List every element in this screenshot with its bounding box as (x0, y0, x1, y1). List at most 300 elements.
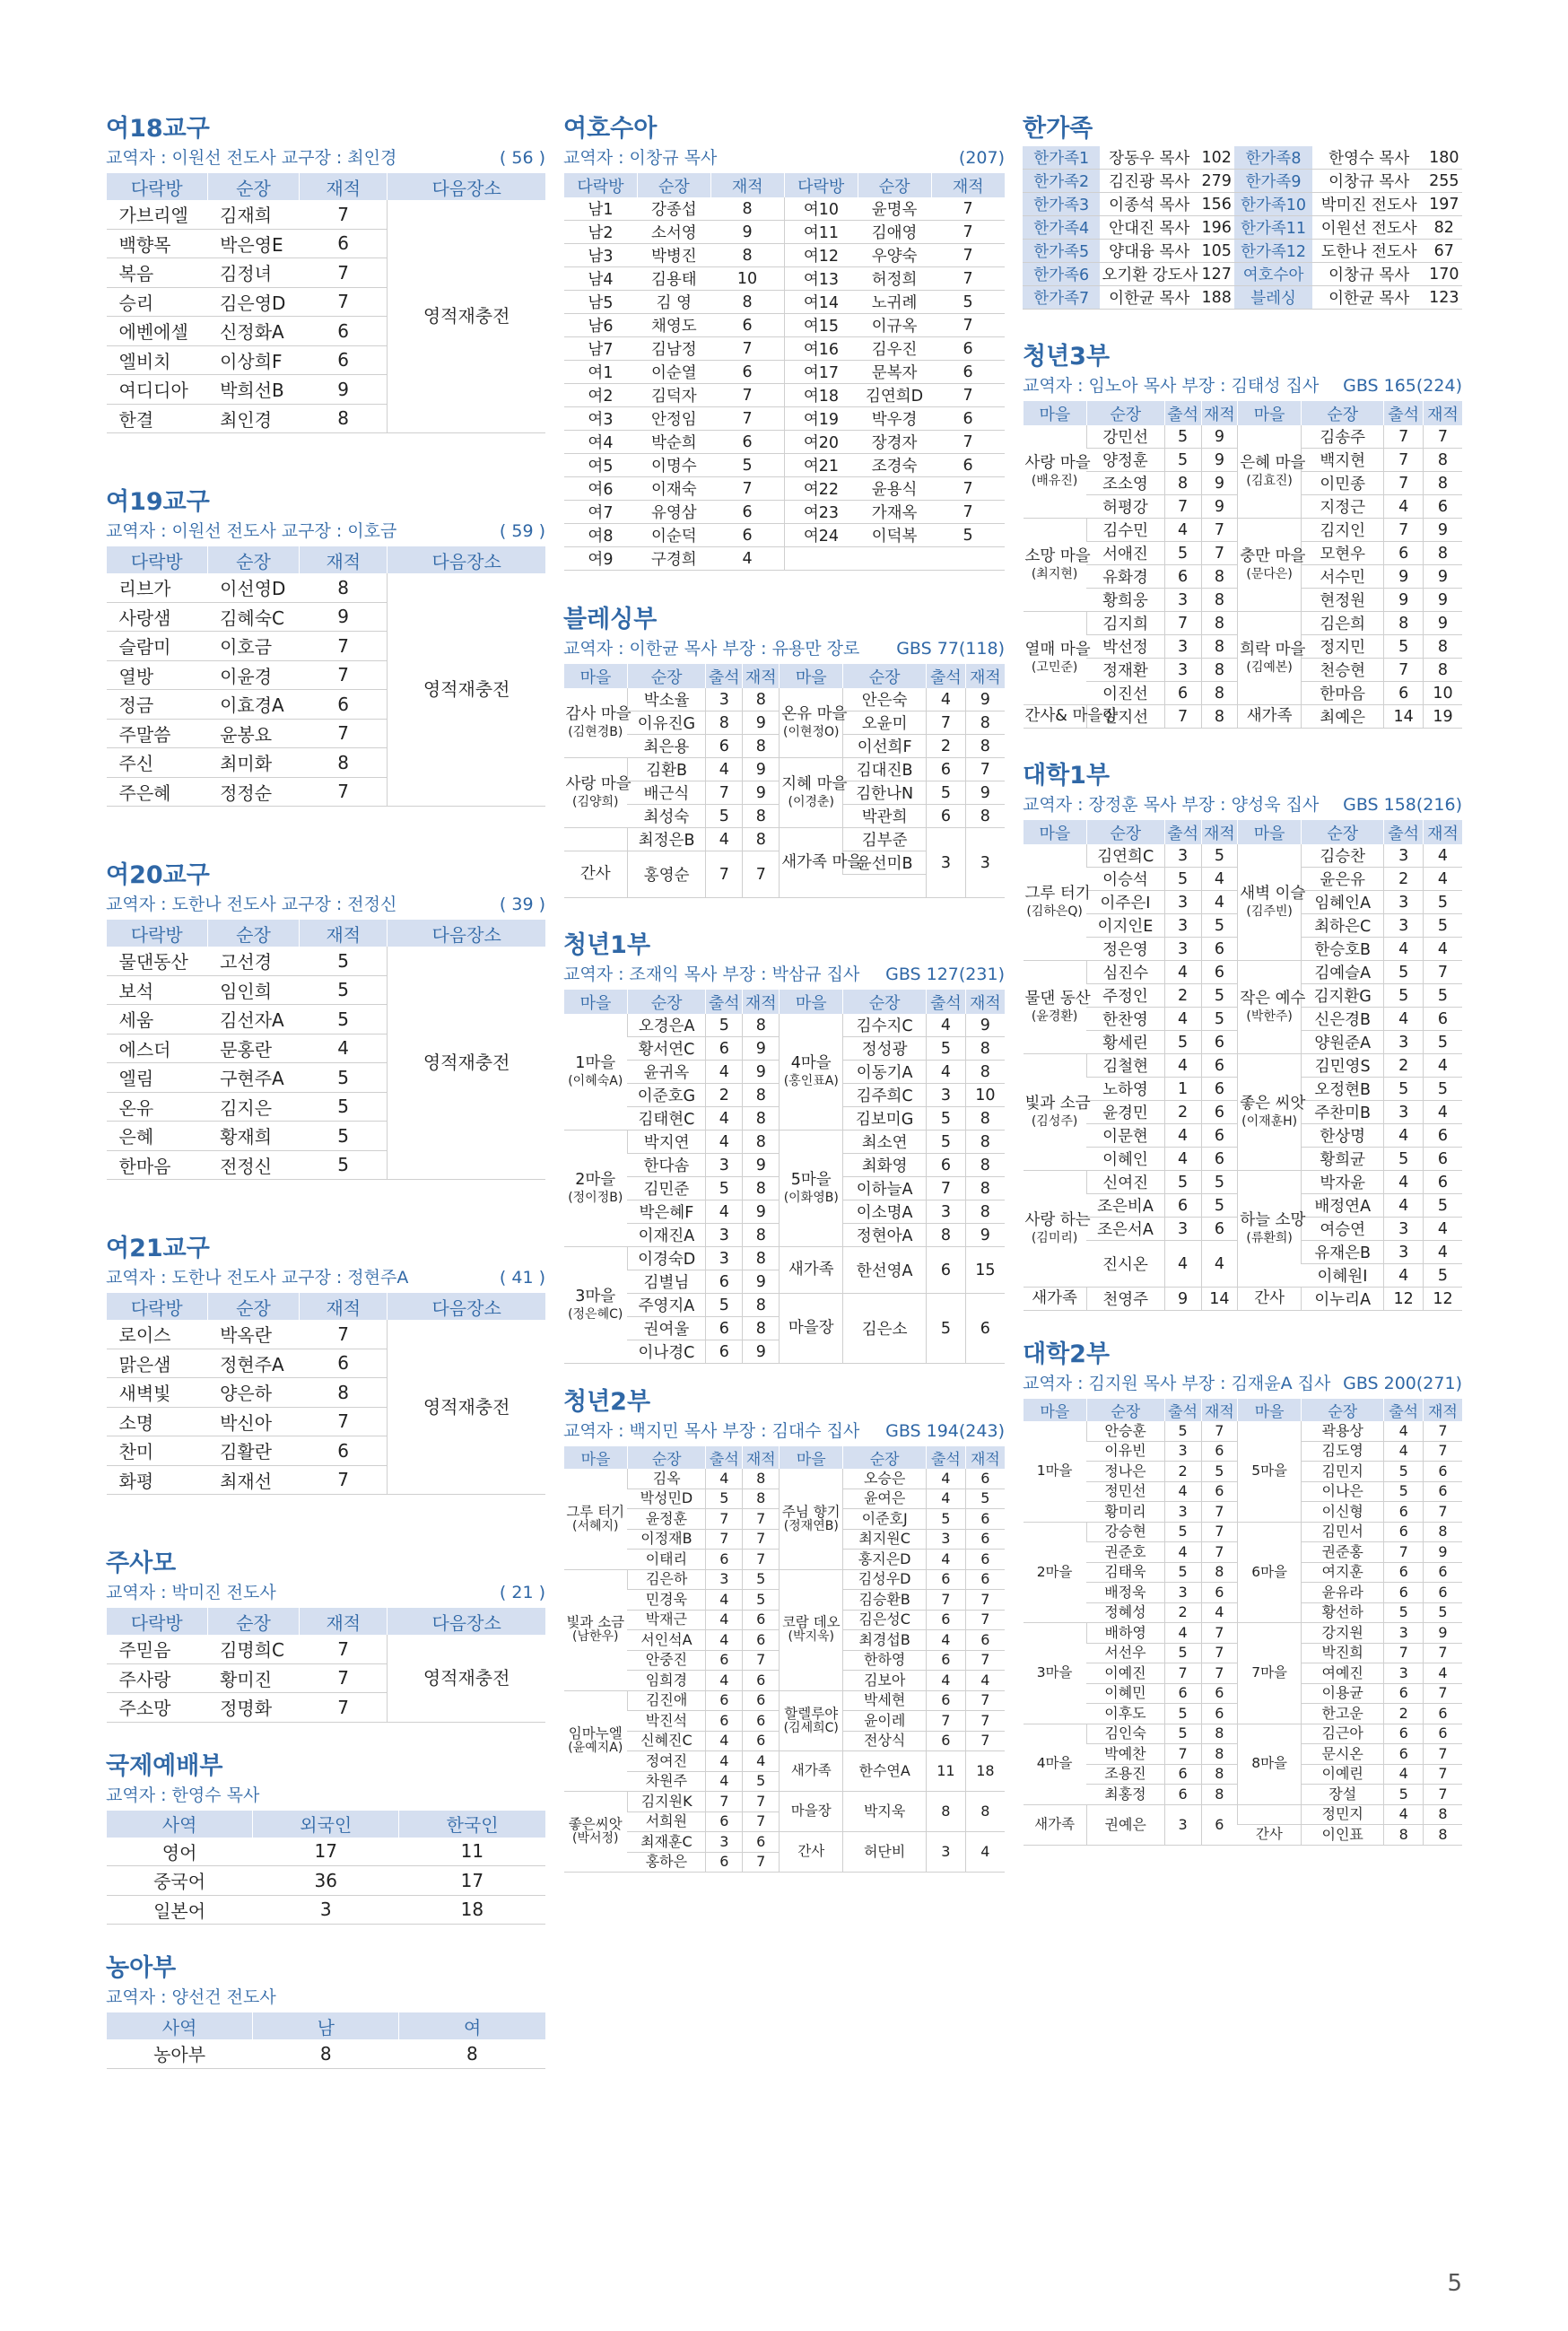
ministry-name: 중국어 (107, 1866, 253, 1896)
table-row (1024, 1288, 1463, 1311)
attendance-count: 4 (1384, 938, 1424, 961)
village-name: 마을장 (780, 1294, 843, 1364)
village-name: 4마을 (1024, 1724, 1087, 1804)
header-cell: 다음장소 (388, 173, 545, 200)
leader-name: 김혜숙C (207, 602, 300, 632)
village-table (563, 664, 1005, 898)
header-cell: 순장 (858, 173, 931, 197)
table-row (1024, 1421, 1463, 1441)
attendance-count: 4 (927, 688, 966, 712)
leader-name: 윤정훈 (627, 1509, 705, 1530)
leader-name: 서애진 (1086, 542, 1164, 565)
attendance-count: 4 (706, 1771, 743, 1792)
enrolled-count: 5 (1423, 1602, 1462, 1623)
pastor-name: 이원선 전도사 (1312, 216, 1426, 240)
header-cell: 재적 (1423, 820, 1462, 844)
column-3 (1023, 112, 1462, 1898)
leader-name: 윤선미B (843, 851, 927, 875)
attendance-count: 4 (706, 1630, 743, 1651)
ministry-name: 영어 (107, 1838, 253, 1866)
leader-name: 이재숙 (637, 477, 710, 501)
leader-name: 황희웅 (1086, 589, 1164, 612)
leader-name: 김철현 (1086, 1054, 1164, 1078)
leader-name: 서수민 (1301, 565, 1383, 589)
group-name: 여16 (784, 337, 858, 361)
attendance-count: 4 (1384, 1194, 1424, 1218)
enrolled-count: 4 (743, 1751, 780, 1772)
next-place: 영적재충전 (388, 200, 545, 433)
enrolled-count: 5 (300, 1005, 388, 1035)
leader-name: 우양숙 (858, 244, 931, 267)
leader-name: 이준호J (843, 1509, 927, 1530)
village-name (564, 1247, 628, 1364)
leader-name: 윤이레 (843, 1711, 927, 1732)
attendance-count: 3 (1384, 1663, 1424, 1684)
enrolled-count: 5 (1423, 1264, 1462, 1288)
leader-name: 노귀례 (858, 291, 931, 314)
enrolled-count: 7 (743, 1650, 780, 1671)
member-count: 156 (1198, 193, 1234, 216)
leader-name: 이명수 (637, 454, 710, 477)
enrolled-count: 8 (743, 1294, 780, 1317)
pastor-name: 이종석 목사 (1100, 193, 1198, 216)
member-count: ( 39 ) (499, 895, 545, 914)
leader-name: 이혜인 (1086, 1148, 1164, 1171)
gbs-count: GBS 200(271) (1343, 1374, 1462, 1393)
village-name-text: 희락 마을 (1240, 640, 1306, 659)
attendance-count: 6 (706, 1037, 743, 1061)
enrolled-count: 9 (1201, 472, 1238, 495)
leader-name: 한상명 (1301, 1124, 1383, 1148)
leader-name: 문홍란 (207, 1034, 300, 1063)
pastor-name: 이한균 목사 (1312, 286, 1426, 310)
attendance-count: 7 (927, 1711, 966, 1732)
family-label: 한가족8 (1234, 146, 1311, 170)
male-count: 8 (253, 2039, 399, 2068)
village-name-text: 빛과 소금 (1024, 1094, 1091, 1113)
header-cell: 출석 (706, 990, 743, 1014)
table-row (564, 1247, 1006, 1270)
group-name (784, 547, 858, 571)
table-row (564, 314, 1006, 337)
attendance-count: 8 (1384, 1825, 1424, 1846)
enrolled-count: 9 (743, 712, 780, 735)
attendance-count: 5 (1164, 1643, 1201, 1663)
village-leader: (홍인표A) (783, 1073, 839, 1088)
leader-name: 한하영 (843, 1650, 927, 1671)
attendance-count: 3 (706, 1832, 743, 1853)
group-name: 엘비치 (107, 345, 208, 375)
village-name-text: 그루 터기 (566, 1503, 625, 1520)
enrolled-count: 9 (1423, 612, 1462, 635)
enrolled-count: 8 (300, 404, 388, 433)
leader-name: 배정욱 (1086, 1583, 1164, 1603)
enrolled-count: 5 (1201, 1194, 1238, 1218)
enrolled-count: 4 (1201, 868, 1238, 891)
leader-name: 곽용상 (1301, 1421, 1383, 1441)
leader-name: 가재옥 (858, 501, 931, 524)
table-row (107, 1635, 546, 1663)
leader-name: 김환B (627, 758, 705, 781)
enrolled-count: 7 (300, 1663, 388, 1693)
leader-name: 김연희C (1086, 844, 1164, 868)
attendance-count: 4 (1164, 1008, 1201, 1031)
leader-name: 최재선 (207, 1465, 300, 1495)
group-name: 주소망 (107, 1693, 208, 1723)
attendance-count: 4 (1164, 1481, 1201, 1502)
group-name: 여17 (784, 361, 858, 384)
village-name (1238, 1804, 1302, 1825)
attendance-count: 3 (927, 828, 966, 898)
family-label: 한가족6 (1023, 263, 1100, 286)
attendance-count: 8 (927, 1224, 966, 1247)
leader-name: 오정현B (1301, 1078, 1383, 1101)
village-table (563, 1446, 1005, 1873)
attendance-count: 3 (1164, 635, 1201, 659)
leader-name: 최지원C (843, 1529, 927, 1550)
village-name-text: 5마을 (790, 1170, 832, 1189)
table-row (564, 361, 1006, 384)
enrolled-count: 6 (1423, 1583, 1462, 1603)
attendance-count: 6 (706, 1650, 743, 1671)
enrolled-count: 7 (1201, 542, 1238, 565)
leader-name: 정민지 (1301, 1804, 1383, 1825)
village-leader: (이재훈H) (1241, 1113, 1298, 1129)
attendance-count: 4 (706, 1751, 743, 1772)
leader-name: 심진수 (1086, 961, 1164, 984)
leader-name: 박자윤 (1301, 1171, 1383, 1194)
section-meta (1023, 1372, 1462, 1395)
enrolled-count: 5 (743, 1590, 780, 1611)
table-body (1024, 844, 1463, 1311)
leader-name: 전상식 (843, 1731, 927, 1751)
enrolled-count: 6 (1201, 1148, 1238, 1171)
village-name (780, 1014, 843, 1131)
attendance-count: 5 (1164, 1031, 1201, 1054)
leader-name: 홍하은 (627, 1852, 705, 1873)
table-body (564, 1014, 1006, 1364)
enrolled-count: 6 (743, 1832, 780, 1853)
header-cell: 순장 (637, 173, 710, 197)
ministry-name: 농아부 (107, 2039, 253, 2068)
gbs-count: GBS 127(231) (885, 965, 1005, 984)
ministry-table (106, 1811, 545, 1925)
enrolled-count: 8 (710, 291, 784, 314)
enrolled-count: 8 (1201, 589, 1238, 612)
table-row (564, 1014, 1006, 1037)
attendance-count: 4 (1164, 519, 1201, 542)
pastor-name: 양대융 목사 (1100, 240, 1198, 263)
attendance-count: 7 (1384, 519, 1424, 542)
attendance-count: 7 (1384, 1643, 1424, 1663)
header-cell: 사역 (107, 2012, 253, 2039)
header-cell: 순장 (1086, 401, 1164, 425)
enrolled-count: 5 (300, 1150, 388, 1180)
village-name (780, 758, 848, 828)
enrolled-count: 8 (1201, 1764, 1238, 1785)
table-body (564, 197, 1006, 571)
table-row (1023, 216, 1462, 240)
section-meta (106, 146, 545, 170)
leader-name: 최정은B (627, 828, 705, 851)
attendance-count: 5 (1384, 1602, 1424, 1623)
section-title: 농아부 (106, 1954, 177, 1982)
attendance-count: 4 (927, 1671, 966, 1691)
table-row (1024, 519, 1463, 542)
attendance-count: 4 (706, 1610, 743, 1630)
section-meta (563, 963, 1005, 986)
group-table (106, 546, 545, 807)
header-cell: 재적 (300, 1608, 388, 1635)
attendance-count: 14 (1384, 705, 1424, 729)
member-count: ( 56 ) (499, 148, 545, 168)
korean-count: 17 (399, 1866, 545, 1896)
header-cell: 마을 (1024, 820, 1087, 844)
member-count: 255 (1426, 170, 1462, 193)
enrolled-count: 7 (1201, 1522, 1238, 1542)
leader-name: 김명희C (207, 1635, 300, 1663)
family-label: 한가족7 (1023, 286, 1100, 310)
attendance-count: 6 (1384, 1744, 1424, 1765)
village-name (564, 758, 632, 828)
attendance-count: 2 (706, 1084, 743, 1107)
table-row (564, 828, 1006, 851)
leader-name: 이후도 (1086, 1704, 1164, 1724)
enrolled-count: 6 (1201, 1218, 1238, 1241)
header-cell: 순장 (1301, 401, 1383, 425)
leader-name: 김근아 (1301, 1724, 1383, 1744)
attendance-count: 2 (1164, 1101, 1201, 1124)
village-name-text: 좋은 씨앗 (1240, 1094, 1306, 1113)
enrolled-count: 4 (965, 1832, 1005, 1873)
village-name: 마을장 (780, 1792, 843, 1832)
leader-name: 최인경 (207, 404, 300, 433)
group-name: 여22 (784, 477, 858, 501)
header-cell: 남 (253, 2012, 399, 2039)
group-name: 여6 (564, 477, 638, 501)
enrolled-count: 8 (743, 1317, 780, 1340)
table-body (1024, 1421, 1463, 1845)
enrolled-count: 6 (300, 690, 388, 720)
next-place: 영적재충전 (388, 573, 545, 807)
leader-name: 최예은 (1301, 705, 1383, 729)
enrolled-count: 8 (965, 1200, 1005, 1224)
village-name (780, 1569, 843, 1690)
header-cell: 순장 (843, 1446, 927, 1469)
enrolled-count: 12 (1423, 1288, 1462, 1311)
enrolled-count: 4 (1423, 868, 1462, 891)
enrolled-count: 9 (300, 602, 388, 632)
leader-name: 김송주 (1301, 425, 1383, 449)
member-count: ( 41 ) (499, 1268, 545, 1288)
header-cell: 마을 (564, 990, 628, 1014)
enrolled-count: 19 (1423, 705, 1462, 729)
enrolled-count: 5 (1201, 984, 1238, 1008)
table-row (564, 337, 1006, 361)
leader-name: 신은경B (1301, 1008, 1383, 1031)
enrolled-count: 9 (743, 1270, 780, 1294)
leader-name: 김민지 (1301, 1462, 1383, 1482)
attendance-count: 6 (927, 1731, 966, 1751)
leader-name: 김주희C (843, 1084, 927, 1107)
leader-name: 김민영S (1301, 1054, 1383, 1078)
leader-name: 김부준 (843, 828, 927, 851)
leader-name: 김승찬 (1301, 844, 1383, 868)
member-count: 196 (1198, 216, 1234, 240)
attendance-count: 3 (1384, 1031, 1424, 1054)
leader-name: 이지인E (1086, 914, 1164, 938)
leader-name: 강지원 (1301, 1623, 1383, 1644)
korean-count: 18 (399, 1895, 545, 1925)
group-table (106, 173, 545, 433)
header-cell: 재적 (743, 990, 780, 1014)
leader-name: 배하영 (1086, 1623, 1164, 1644)
enrolled-count: 7 (1201, 519, 1238, 542)
member-count: 105 (1198, 240, 1234, 263)
leader-name: 박우경 (858, 407, 931, 431)
enrolled-count: 6 (743, 1690, 780, 1711)
attendance-count: 12 (1384, 1288, 1424, 1311)
attendance-count: 7 (1164, 612, 1201, 635)
group-name: 여24 (784, 524, 858, 547)
village-name: 간사 (1238, 1288, 1302, 1311)
table-row (564, 1690, 1006, 1711)
enrolled-count: 7 (710, 337, 784, 361)
leader-name: 여지훈 (1301, 1562, 1383, 1583)
header-cell: 재적 (743, 1446, 780, 1469)
enrolled-count: 5 (965, 1489, 1005, 1509)
village-name (780, 1469, 843, 1569)
header-cell: 순장 (207, 173, 300, 200)
leader-name: 이소명A (843, 1200, 927, 1224)
section-youth1 (563, 929, 1005, 1364)
leader-name: 한다솜 (627, 1154, 705, 1177)
attendance-count: 4 (706, 1061, 743, 1084)
village-leader: (김미리) (1031, 1230, 1078, 1245)
section-title: 한가족 (1023, 115, 1093, 143)
leader-name: 이재진A (627, 1224, 705, 1247)
leader-name: 최성숙 (627, 805, 705, 828)
attendance-count: 3 (927, 1084, 966, 1107)
leader-name: 이혜민 (1086, 1683, 1164, 1704)
leader-name: 김지희 (1086, 612, 1164, 635)
leader-name: 김지환G (1301, 984, 1383, 1008)
enrolled-count: 8 (710, 197, 784, 221)
leader-name: 박순희 (637, 431, 710, 454)
village-name (1238, 1171, 1306, 1288)
table-header-row (1024, 820, 1463, 844)
leader-name: 조은서A (1086, 1218, 1164, 1241)
table-header-row (107, 1811, 546, 1838)
enrolled-count: 4 (1201, 891, 1238, 914)
attendance-count: 6 (1164, 682, 1201, 705)
attendance-count: 4 (1164, 1241, 1201, 1288)
enrolled-count: 8 (1423, 1825, 1462, 1846)
leader-name: 황재희 (207, 1122, 300, 1151)
leader-name: 이문현 (1086, 1124, 1164, 1148)
header-cell: 출석 (927, 664, 966, 688)
leader-name: 조용진 (1086, 1764, 1164, 1785)
leader-name: 박선정 (1086, 635, 1164, 659)
attendance-count: 9 (1384, 589, 1424, 612)
attendance-count: 5 (927, 1131, 966, 1154)
table-row (564, 221, 1006, 244)
leader-name: 김지원K (627, 1792, 705, 1812)
attendance-count: 3 (1164, 1583, 1201, 1603)
header-cell: 재적 (1201, 1399, 1238, 1421)
page-number: 5 (1447, 2270, 1462, 2297)
enrolled-count: 9 (743, 758, 780, 781)
attendance-count: 5 (1164, 1704, 1201, 1724)
foreign-count: 17 (253, 1838, 399, 1866)
member-count: 82 (1426, 216, 1462, 240)
header-cell: 재적 (1201, 820, 1238, 844)
table-body (1024, 425, 1463, 729)
attendance-count: 7 (706, 781, 743, 805)
village-leader: (김예본) (1246, 659, 1293, 675)
enrolled-count: 7 (1423, 1744, 1462, 1765)
leader-name: 정은영 (1086, 938, 1164, 961)
attendance-count: 6 (1164, 1683, 1201, 1704)
enrolled-count: 8 (300, 1378, 388, 1408)
enrolled-count: 4 (1423, 1101, 1462, 1124)
leader-name: 한마음 (1301, 682, 1383, 705)
group-name: 여1 (564, 361, 638, 384)
enrolled-count: 9 (743, 1154, 780, 1177)
attendance-count: 2 (1384, 1704, 1424, 1724)
leader-name: 김보미G (843, 1107, 927, 1131)
leader-name: 정현주A (207, 1349, 300, 1378)
leader-name: 김선자A (207, 1005, 300, 1035)
section-yeo18 (106, 112, 545, 433)
attendance-count: 4 (1164, 1542, 1201, 1563)
header-cell: 출석 (706, 664, 743, 688)
attendance-count: 5 (1164, 1522, 1201, 1542)
group-name: 화평 (107, 1465, 208, 1495)
enrolled-count: 4 (1423, 1663, 1462, 1684)
header-cell: 재적 (965, 990, 1005, 1014)
group-name: 주신 (107, 748, 208, 778)
header-cell: 순장 (207, 920, 300, 947)
leader-name: 김용태 (637, 267, 710, 291)
leader-name: 이순덕 (637, 524, 710, 547)
female-count: 8 (399, 2039, 545, 2068)
enrolled-count: 6 (743, 1671, 780, 1691)
enrolled-count: 6 (300, 1349, 388, 1378)
attendance-count: 7 (1164, 495, 1201, 519)
enrolled-count: 5 (1201, 1008, 1238, 1031)
pastor-name: 한영수 목사 (1312, 146, 1426, 170)
village-table (1023, 820, 1462, 1311)
leader-name: 신여진 (1086, 1171, 1164, 1194)
attendance-count: 6 (927, 805, 966, 828)
group-name: 주믿음 (107, 1635, 208, 1663)
group-name: 여20 (784, 431, 858, 454)
leader-name: 김옥 (627, 1469, 705, 1489)
leader-name (843, 875, 927, 898)
leader-name: 강민선 (1086, 425, 1164, 449)
member-count: 123 (1426, 286, 1462, 310)
village-name (564, 828, 628, 851)
leader-name: 신정화A (207, 317, 300, 346)
attendance-count: 5 (1384, 1078, 1424, 1101)
attendance-count: 3 (706, 1247, 743, 1270)
enrolled-count: 9 (743, 1037, 780, 1061)
attendance-count: 7 (706, 1509, 743, 1530)
ministry-table (106, 2012, 545, 2069)
enrolled-count: 5 (743, 1771, 780, 1792)
header-cell: 출석 (1164, 1399, 1201, 1421)
